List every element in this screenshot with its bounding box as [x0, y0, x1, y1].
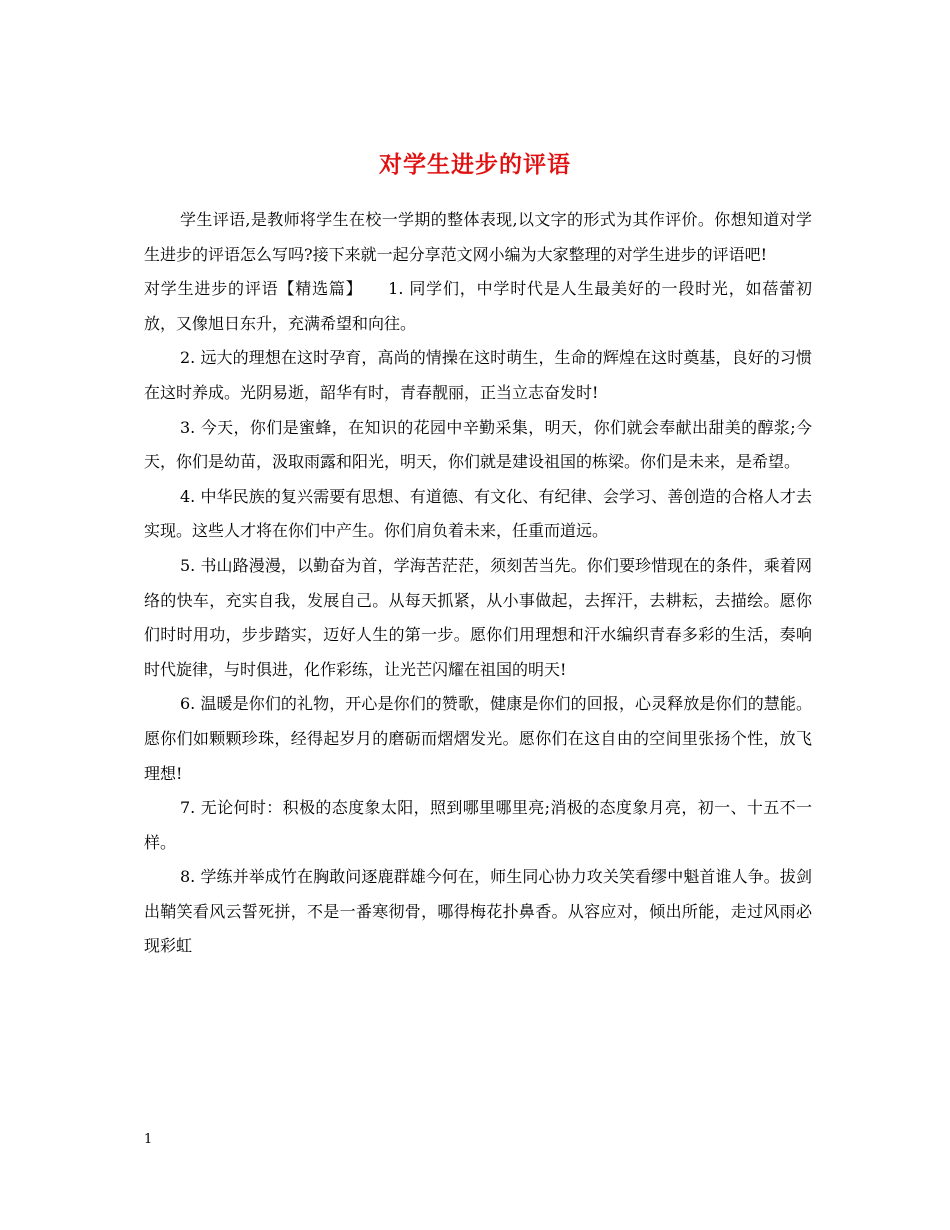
- section-heading-paragraph: 对学生进步的评语【精选篇】 1. 同学们，中学时代是人生最美好的一段时光，如蓓蕾初放，又像旭日东升，充满希望和向往。: [144, 279, 812, 333]
- comment-paragraph-7: 7. 无论何时：积极的态度象太阳，照到哪里哪里亮;消极的态度象月亮，初一、十五不一样。: [144, 798, 812, 852]
- comment-paragraph-6: 6. 温暖是你们的礼物，开心是你们的赞歌，健康是你们的回报，心灵释放是你们的慧能。愿你们如颗颗珍珠，经得起岁月的磨砺而熠熠发光。愿你们在这自由的空间里张扬个性，放飞理想!: [144, 694, 812, 783]
- comment-paragraph-3: 3. 今天，你们是蜜蜂，在知识的花园中辛勤采集，明天，你们就会奉献出甜美的醇浆;今天，你们是幼苗，汲取雨露和阳光，明天，你们就是建设祖国的栋梁。你们是未来，是希望。: [144, 417, 812, 472]
- intro-paragraph: 学生评语,是教师将学生在校一学期的整体表现,以文字的形式为其作评价。你想知道对学生进步的评语怎么写吗?接下来就一起分享范文网小编为大家整理的对学生进步的评语吧!: [144, 210, 812, 264]
- comment-paragraph-5: 5. 书山路漫漫，以勤奋为首，学海苦茫茫，须刻苦当先。你们要珍惜现在的条件，乘着网络的快车，充实自我，发展自己。从每天抓紧，从小事做起，去挥汗，去耕耘，去描绘。愿你们时时用功，步步踏实，迈好人生的第一步。愿你们用理想和汗水编织青春多彩的生活，奏响时代旋律，与时俱进，化作彩练，让光芒闪耀在祖国的明天!: [144, 555, 812, 679]
- document-title: 对学生进步的评语: [379, 151, 571, 179]
- comment-paragraph-8: 8. 学练并举成竹在胸敢问逐鹿群雄今何在，师生同心协力攻关笑看缪中魁首谁人争。拔剑出鞘笑看风云誓死拼，不是一番寒彻骨，哪得梅花扑鼻香。从容应对，倾出所能，走过风雨必现彩虹: [144, 867, 812, 956]
- comment-paragraph-2: 2. 远大的理想在这时孕育，高尚的情操在这时萌生，生命的辉煌在这时奠基，良好的习惯在这时养成。光阴易逝，韶华有时，青春靓丽，正当立志奋发时!: [144, 348, 812, 402]
- page-number: 1: [144, 1132, 153, 1147]
- document-body: [144, 203, 812, 964]
- comment-paragraph-4: 4. 中华民族的复兴需要有思想、有道德、有文化、有纪律、会学习、善创造的合格人才去实现。这些人才将在你们中产生。你们肩负着未来，任重而道远。: [144, 486, 812, 541]
